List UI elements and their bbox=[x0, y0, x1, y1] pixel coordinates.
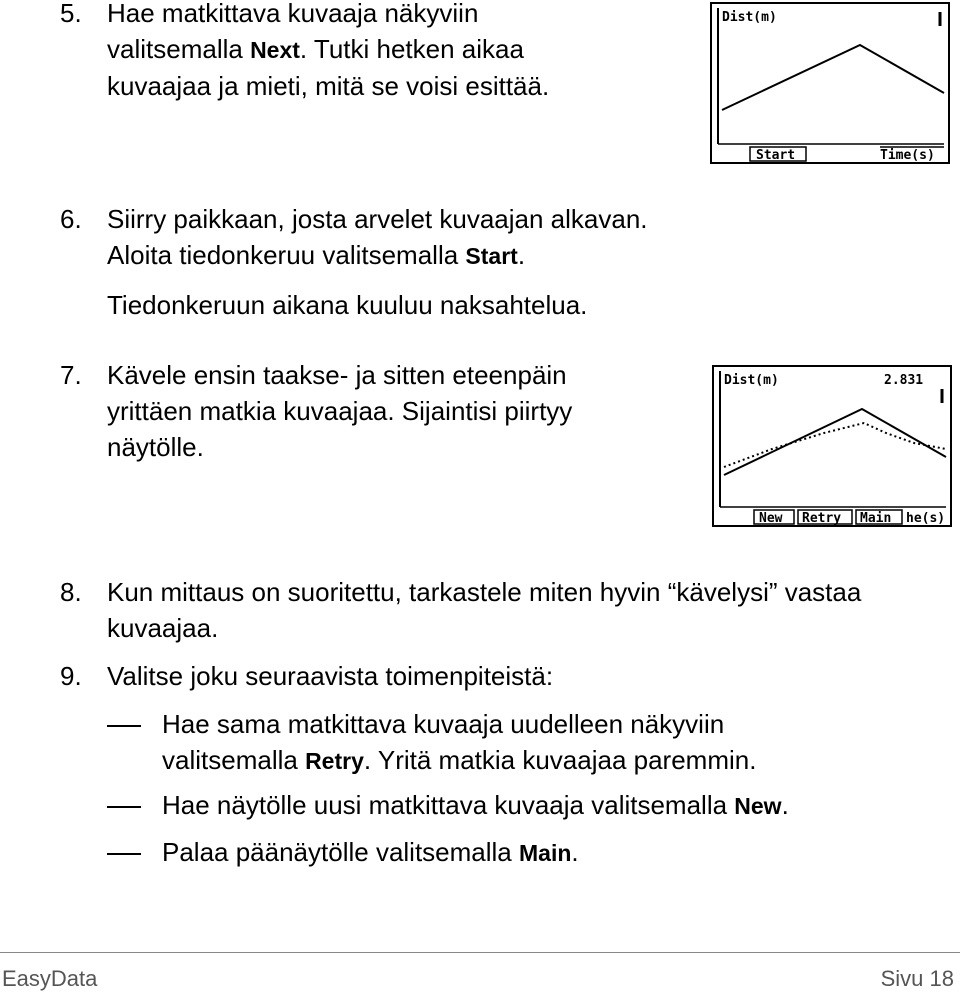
page-number: Sivu 18 bbox=[880, 966, 954, 991]
bold-keyword: Main bbox=[519, 840, 572, 866]
text-line: Siirry paikkaan, josta arvelet kuvaajan alkavan. bbox=[107, 204, 648, 234]
footer-title: EasyData bbox=[2, 966, 98, 991]
text-line: Hae sama matkittava kuvaaja uudelleen näkyviin bbox=[162, 709, 725, 739]
option-text bbox=[162, 787, 789, 824]
bold-keyword: Retry bbox=[305, 748, 364, 774]
text-line: Hae matkittava kuvaaja näkyviin bbox=[107, 0, 479, 28]
measured-graph-line bbox=[724, 423, 946, 467]
dash-bullet bbox=[107, 853, 141, 855]
new-button-label: New bbox=[759, 511, 783, 525]
text-line: Kävele ensin taakse- ja sitten eteenpäin bbox=[107, 360, 567, 390]
text-line: Kun mittaus on suoritettu, tarkastele miten hyvin “kävelysi” vastaa bbox=[107, 577, 862, 607]
target-graph-line bbox=[722, 45, 944, 110]
step-text bbox=[107, 287, 587, 323]
start-button-label: Start bbox=[756, 148, 796, 162]
text-line: yrittäen matkia kuvaajaa. Sijaintisi piirtyy bbox=[107, 396, 573, 426]
option-text bbox=[162, 834, 579, 871]
calculator-screen-target bbox=[710, 2, 950, 164]
text-line: Aloita tiedonkeruu valitsemalla Start. bbox=[107, 240, 526, 270]
retry-button-label: Retry bbox=[802, 511, 842, 525]
y-axis-label: Dist(m) bbox=[724, 373, 779, 388]
text-line: Valitse joku seuraavista toimenpiteistä: bbox=[107, 661, 554, 691]
dash-bullet bbox=[107, 725, 141, 727]
distance-readout: 2.831 bbox=[884, 373, 924, 388]
footer-divider bbox=[0, 952, 960, 953]
step-number: 7. bbox=[60, 360, 82, 390]
main-button-label: Main bbox=[860, 511, 892, 525]
time-axis-label: Time(s) bbox=[880, 148, 935, 162]
text-line: Palaa päänäytölle valitsemalla Main. bbox=[162, 837, 579, 867]
text-line: valitsemalla Retry. Yritä matkia kuvaajaa paremmin. bbox=[162, 745, 757, 775]
bold-keyword: Start bbox=[465, 243, 518, 269]
step-text bbox=[107, 201, 648, 274]
y-axis-label: Dist(m) bbox=[722, 10, 777, 25]
text-line: Tiedonkeruun aikana kuuluu naksahtelua. bbox=[107, 290, 588, 320]
bold-keyword: New bbox=[734, 793, 782, 819]
text-line: valitsemalla Next. Tutki hetken aikaa bbox=[107, 34, 524, 64]
step-number: 9. bbox=[60, 661, 82, 691]
step-number: 5. bbox=[60, 0, 82, 28]
step-text bbox=[107, 357, 572, 465]
text-line: Hae näytölle uusi matkittava kuvaaja valitsemalla New. bbox=[162, 790, 789, 820]
step-number: 8. bbox=[60, 577, 82, 607]
text-line: kuvaajaa. bbox=[107, 613, 219, 643]
time-axis-label: he(s) bbox=[906, 511, 946, 525]
dash-bullet bbox=[107, 806, 141, 808]
step-text bbox=[107, 0, 549, 104]
step-text bbox=[107, 658, 553, 694]
step-number: 6. bbox=[60, 204, 82, 234]
option-text bbox=[162, 706, 756, 779]
text-line: näytölle. bbox=[107, 432, 204, 462]
calculator-screen-result bbox=[712, 365, 952, 527]
target-graph-line bbox=[724, 409, 946, 475]
step-text bbox=[107, 574, 861, 646]
bold-keyword: Next bbox=[250, 37, 300, 63]
text-line: kuvaajaa ja mieti, mitä se voisi esittää. bbox=[107, 71, 550, 101]
